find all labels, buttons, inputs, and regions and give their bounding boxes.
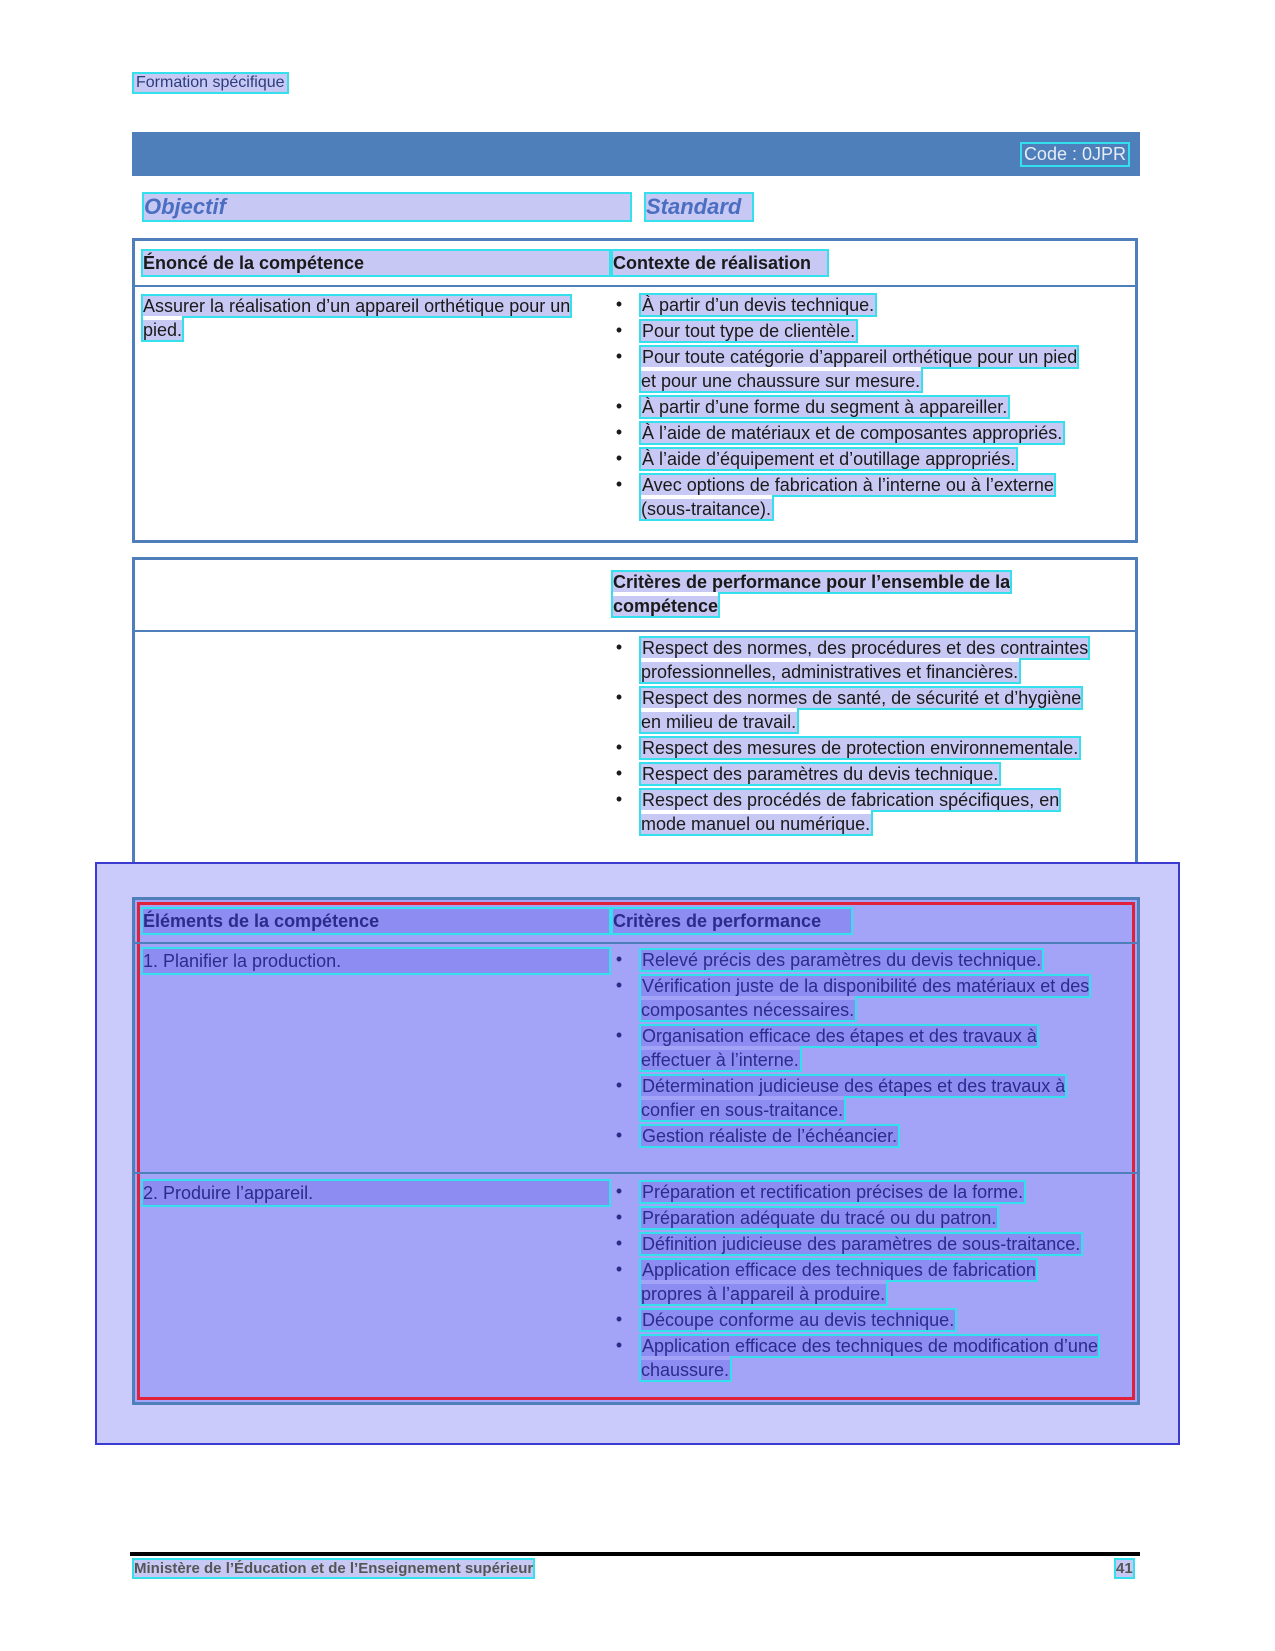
overall-criteria-list [611,636,1097,838]
element-1-criteria [611,948,1101,1150]
code-bar [132,132,1140,176]
list-item: • Préparation adéquate du tracé ou du patron. [611,1206,1101,1230]
list-item: • Avec options de fabrication à l’interne ou à l’externe (sous-traitance). [611,473,1097,521]
list-item: • Pour toute catégorie d’appareil orthétique pour un pied et pour une chaussure sur mesure. [611,345,1097,393]
page-number: 41 [1116,1560,1133,1577]
criteria-heading: Critères de performance [613,909,851,933]
list-item: • À l’aide de matériaux et de composantes appropriés. [611,421,1097,445]
overall-criteria-table [132,557,1138,884]
element-2-criteria [611,1180,1101,1384]
context-heading: Contexte de réalisation [613,251,827,275]
list-item: • Respect des procédés de fabrication spécifiques, en mode manuel ou numérique. [611,788,1097,836]
element-2: 2. Produire l’appareil. [143,1181,609,1205]
element-1: 1. Planifier la production. [143,949,609,973]
list-item: • Respect des normes de santé, de sécurité et d’hygiène en milieu de travail. [611,686,1097,734]
elements-criteria-table [132,897,1140,1405]
context-list [611,293,1097,523]
competency-code: Code : 0JPR [1023,144,1126,164]
list-item: • Respect des mesures de protection environnementale. [611,736,1097,760]
list-item: • Application efficace des techniques de fabrication propres à l’appareil à produire. [611,1258,1101,1306]
list-item: • Pour tout type de clientèle. [611,319,1097,343]
list-item: • Respect des paramètres du devis technique. [611,762,1097,786]
elements-heading: Éléments de la compétence [143,909,609,933]
list-item: • Découpe conforme au devis technique. [611,1308,1101,1332]
list-item: • À partir d’une forme du segment à appareiller. [611,395,1097,419]
statement-heading: Énoncé de la compétence [143,251,609,275]
list-item: • À partir d’un devis technique. [611,293,1097,317]
row-separator [135,1172,1137,1174]
competency-statement: Assurer la réalisation d’un appareil orthétique pour un pied. [143,296,571,340]
list-item: • Gestion réaliste de l’échéancier. [611,1124,1101,1148]
footer-ministry: Ministère de l’Éducation et de l’Enseignement supérieur [134,1560,534,1577]
list-item: • À l’aide d’équipement et d’outillage appropriés. [611,447,1097,471]
list-item: • Organisation efficace des étapes et des travaux à effectuer à l’interne. [611,1024,1101,1072]
overall-criteria-heading: Critères de performance pour l’ensemble de la compétence [613,572,1011,616]
list-item: • Détermination judicieuse des étapes et des travaux à confier en sous-traitance. [611,1074,1101,1122]
running-header: Formation spécifique [136,74,285,91]
list-item: • Préparation et rectification précises de la forme. [611,1180,1101,1204]
list-item: • Vérification juste de la disponibilité des matériaux et des composantes nécessaires. [611,974,1101,1022]
list-item: • Application efficace des techniques de modification d’une chaussure. [611,1334,1101,1382]
list-item: • Définition judicieuse des paramètres de sous-traitance. [611,1232,1101,1256]
competency-statement-table [132,238,1138,543]
standard-title: Standard [646,194,752,220]
objectif-title: Objectif [144,194,630,220]
list-item: • Relevé précis des paramètres du devis technique. [611,948,1101,972]
footer-rule [130,1552,1140,1556]
list-item: • Respect des normes, des procédures et des contraintes professionnelles, administratives et financières. [611,636,1097,684]
